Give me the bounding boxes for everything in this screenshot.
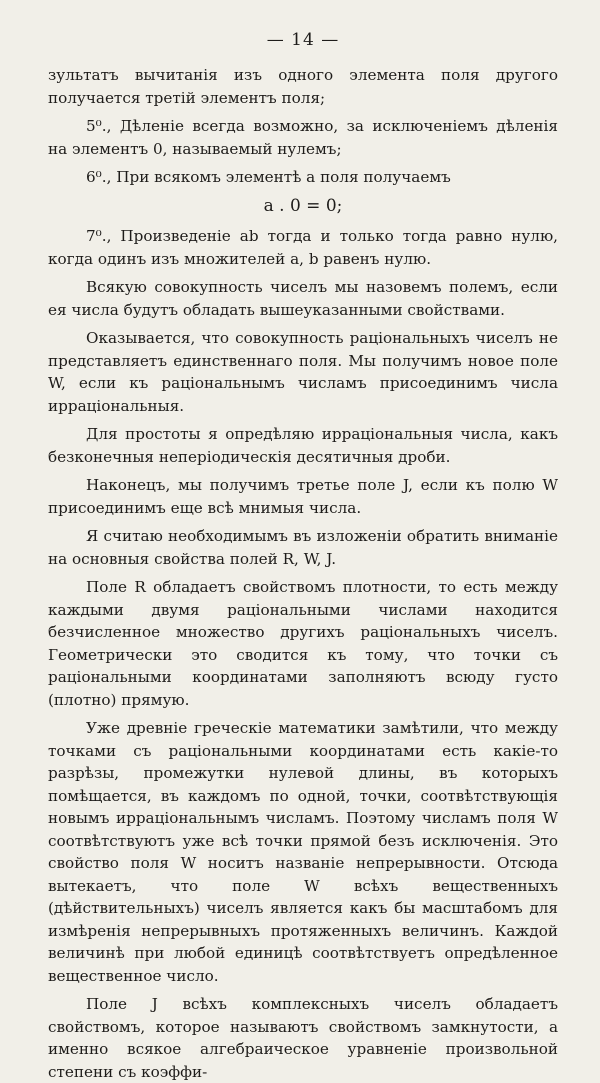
page-number: — 14 —: [266, 30, 340, 50]
paragraph-properties: Я считаю необходимымъ въ изложеніи обратить вниманіе на основныя свойства полей R, W, J.: [48, 527, 558, 568]
paragraph-item-5: 5⁰., Дѣленіе всегда возможно, за исключеніемъ дѣленія на элементъ 0, называемый нулемъ;: [48, 117, 558, 158]
paragraph-irrational: Для простоты я опредѣляю ирраціональныя числа, какъ безконечныя непеpioдическія десятичныя дроби.: [48, 425, 558, 466]
paragraph-item-7: 7⁰., Произведеніе ab тогда и только тогда равно нулю, когда одинъ изъ множителей a, b равенъ нулю.: [48, 227, 558, 268]
body-text: [48, 64, 558, 1083]
paragraph-field-j: Наконецъ, мы получимъ третье поле J, если къ полю W присоединимъ еще всѣ мнимыя числа.: [48, 476, 558, 517]
paragraph-field-definition: Всякую совокупность чиселъ мы назовемъ полемъ, если ея числа будутъ обладать вышеуказанными свойствами.: [48, 278, 558, 319]
paragraph-continuity: Уже древніе греческіе математики замѣтили, что между точками съ раціональными координатами есть какіе-то разрѣзы, промежутки нулевой длины, въ которыхъ помѣщается, въ каждомъ по одной, точки, соотвѣтствующія новымъ ирраціональнымъ числамъ. Поэтому числамъ поля W соотвѣтствуютъ уже всѣ точки прямой безъ исключенія. Это свойство поля W носитъ названіе непрерывности. Отсюда вытекаетъ, что поле W всѣхъ вещественныхъ (дѣйствительныхъ) чиселъ является какъ бы масштабомъ для измѣренія непрерывныхъ протяженныхъ величинъ. Каждой величинѣ при любой единицѣ соотвѣтствуетъ опредѣленное вещественное число.: [48, 719, 558, 985]
paragraph-closure: Поле J всѣхъ комплексныхъ чиселъ обладаетъ свойствомъ, которое называютъ свойствомъ замкнутости, а именно всякое алгебраическое уравненіе произвольной степени съ коэффи-: [48, 995, 558, 1081]
paragraph-field-w: Оказывается, что совокупность раціональныхъ чиселъ не представляетъ единственнаго поля. Мы получимъ новое поле W, если къ раціональнымъ числамъ присоединимъ числа ирраціональныя.: [48, 329, 558, 415]
formula: a . 0 = 0;: [263, 195, 343, 216]
paragraph-1: зультатъ вычитанія изъ одного элемента поля другого получается третій элементъ поля;: [48, 66, 558, 107]
paragraph-density: Поле R обладаетъ свойствомъ плотности, то есть между каждыми двумя раціональными числами находится безчисленное множество другихъ раціональныхъ чиселъ. Геометрически это сводится къ тому, что точки съ раціональными координатами заполняютъ всюду густо (плотно) прямую.: [48, 578, 558, 709]
paragraph-item-6: 6⁰., При всякомъ элементѣ a поля получаемъ: [86, 168, 451, 186]
